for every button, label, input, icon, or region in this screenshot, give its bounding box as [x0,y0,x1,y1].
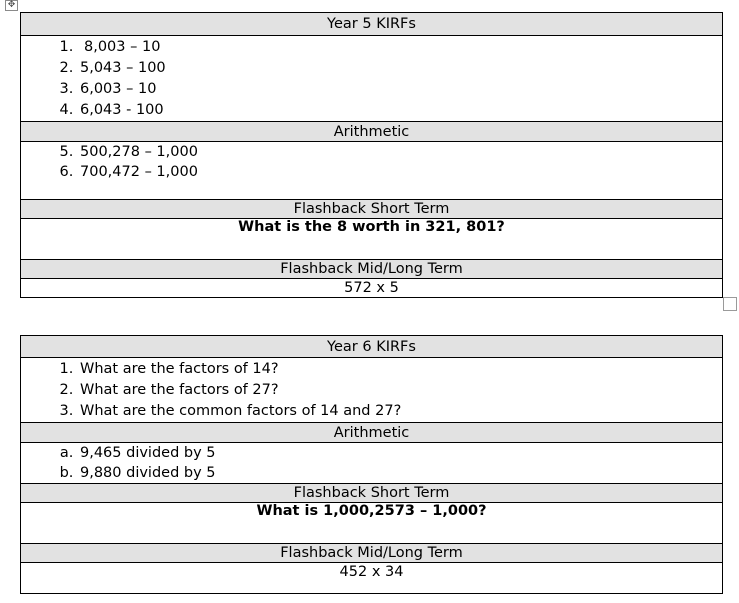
year5-mid-term-question[interactable]: 572 x 5 [21,279,723,298]
year6-mid-term-header: Flashback Mid/Long Term [21,544,723,563]
year5-arithmetic-cell[interactable] [21,142,723,200]
year6-short-term-question[interactable]: What is 1,000,2573 – 1,000? [21,503,723,544]
year6-arithmetic-header: Arithmetic [21,423,723,443]
list-item: b. 9,880 divided by 5 [78,463,722,483]
list-item: 6. 700,472 – 1,000 [78,162,722,182]
year5-short-term-header: Flashback Short Term [21,200,723,219]
table-move-handle-icon[interactable]: ✥ [5,0,18,11]
list-item: 2. 5,043 – 100 [78,58,722,79]
table-resize-handle-icon[interactable] [723,297,737,311]
year5-mid-term-header: Flashback Mid/Long Term [21,260,723,279]
year6-mid-term-question[interactable]: 452 x 34 [21,563,723,594]
year5-table [20,12,723,298]
list-item: 3. What are the common factors of 14 and 27? [78,401,722,422]
list-item: 1. What are the factors of 14? [78,359,722,380]
list-item: 4. 6,043 - 100 [78,100,722,121]
year6-kirfs-cell[interactable] [21,358,723,423]
year6-short-term-header: Flashback Short Term [21,484,723,503]
year6-table [20,335,723,594]
year6-kirfs-header: Year 6 KIRFs [21,336,723,358]
year6-kirfs-list [21,359,722,422]
year5-kirfs-list [21,37,722,121]
year5-short-term-question[interactable]: What is the 8 worth in 321, 801? [21,219,723,260]
list-item: 2. What are the factors of 27? [78,380,722,401]
list-item: 3. 6,003 – 10 [78,79,722,100]
list-item: 5. 500,278 – 1,000 [78,142,722,162]
year6-arithmetic-list [21,443,722,483]
year5-kirfs-header: Year 5 KIRFs [21,13,723,36]
year6-arithmetic-cell[interactable] [21,443,723,484]
year5-arithmetic-header: Arithmetic [21,122,723,142]
list-item: 1. 8,003 – 10 [78,37,722,58]
year5-kirfs-cell[interactable] [21,36,723,122]
year5-arithmetic-list [21,142,722,182]
list-item: a. 9,465 divided by 5 [78,443,722,463]
